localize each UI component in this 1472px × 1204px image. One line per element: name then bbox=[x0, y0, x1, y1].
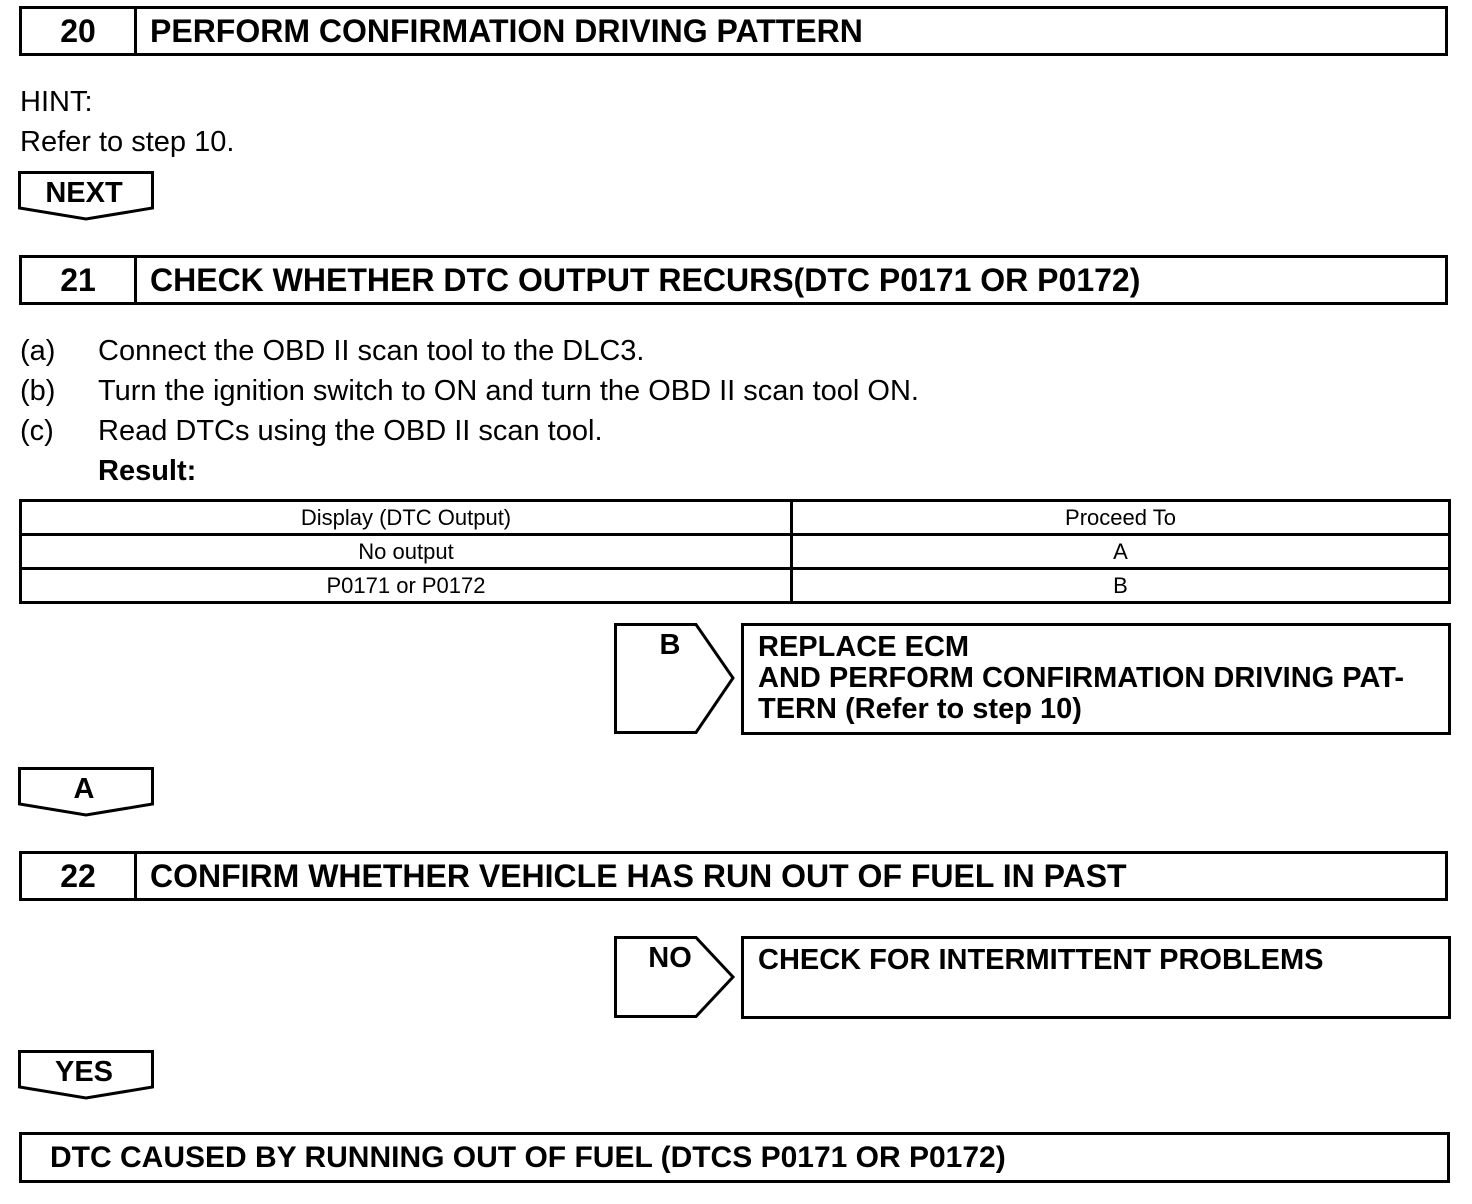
result-label: Result: bbox=[98, 455, 197, 487]
step-number: 21 bbox=[22, 258, 137, 302]
a-arrow-tag bbox=[18, 767, 156, 819]
action-line: REPLACE ECM bbox=[758, 631, 970, 663]
a-label: A bbox=[73, 773, 95, 805]
branch-b-tag bbox=[614, 623, 736, 735]
final-conclusion-box: DTC CAUSED BY RUNNING OUT OF FUEL (DTCS P0171 OR P0172) bbox=[19, 1132, 1450, 1183]
column-header: Proceed To bbox=[792, 501, 1450, 535]
branch-label: NO bbox=[648, 942, 692, 974]
list-marker: (c) bbox=[20, 415, 54, 447]
step-title: PERFORM CONFIRMATION DRIVING PATTERN bbox=[150, 12, 863, 49]
table-row bbox=[21, 569, 1450, 603]
yes-arrow-tag bbox=[18, 1050, 156, 1102]
branch-no-tag bbox=[614, 936, 736, 1019]
table-header-row bbox=[21, 501, 1450, 535]
action-line: CHECK FOR INTERMITTENT PROBLEMS bbox=[758, 944, 1324, 976]
step-20-header bbox=[19, 6, 1448, 56]
step-21-header bbox=[19, 255, 1448, 305]
list-item: Read DTCs using the OBD II scan tool. bbox=[98, 415, 603, 447]
table-cell: A bbox=[792, 535, 1450, 569]
action-line: AND PERFORM CONFIRMATION DRIVING PAT- bbox=[758, 662, 1405, 694]
list-marker: (a) bbox=[20, 335, 56, 367]
list-item: Connect the OBD II scan tool to the DLC3. bbox=[98, 335, 645, 367]
step-title: CHECK WHETHER DTC OUTPUT RECURS(DTC P0171 OR P0172) bbox=[150, 261, 1141, 298]
hint-label: HINT: bbox=[20, 86, 93, 118]
results-table bbox=[19, 499, 1451, 604]
step-number: 20 bbox=[22, 9, 137, 53]
list-marker: (b) bbox=[20, 375, 56, 407]
column-header: Display (DTC Output) bbox=[21, 501, 792, 535]
step-number: 22 bbox=[22, 854, 137, 898]
next-arrow-tag bbox=[18, 171, 156, 223]
step-title: CONFIRM WHETHER VEHICLE HAS RUN OUT OF FUEL IN PAST bbox=[150, 857, 1127, 894]
branch-no-action-box bbox=[741, 936, 1451, 1019]
branch-label: B bbox=[659, 629, 681, 661]
table-cell: P0171 or P0172 bbox=[21, 569, 792, 603]
branch-b-action-box bbox=[741, 623, 1451, 735]
hint-text: Refer to step 10. bbox=[20, 126, 235, 158]
table-row bbox=[21, 535, 1450, 569]
list-item: Turn the ignition switch to ON and turn the OBD II scan tool ON. bbox=[98, 375, 919, 407]
table-cell: No output bbox=[21, 535, 792, 569]
yes-label: YES bbox=[54, 1056, 114, 1088]
next-label: NEXT bbox=[45, 177, 123, 209]
table-cell: B bbox=[792, 569, 1450, 603]
action-line: TERN (Refer to step 10) bbox=[758, 693, 1082, 725]
step-22-header bbox=[19, 851, 1448, 901]
